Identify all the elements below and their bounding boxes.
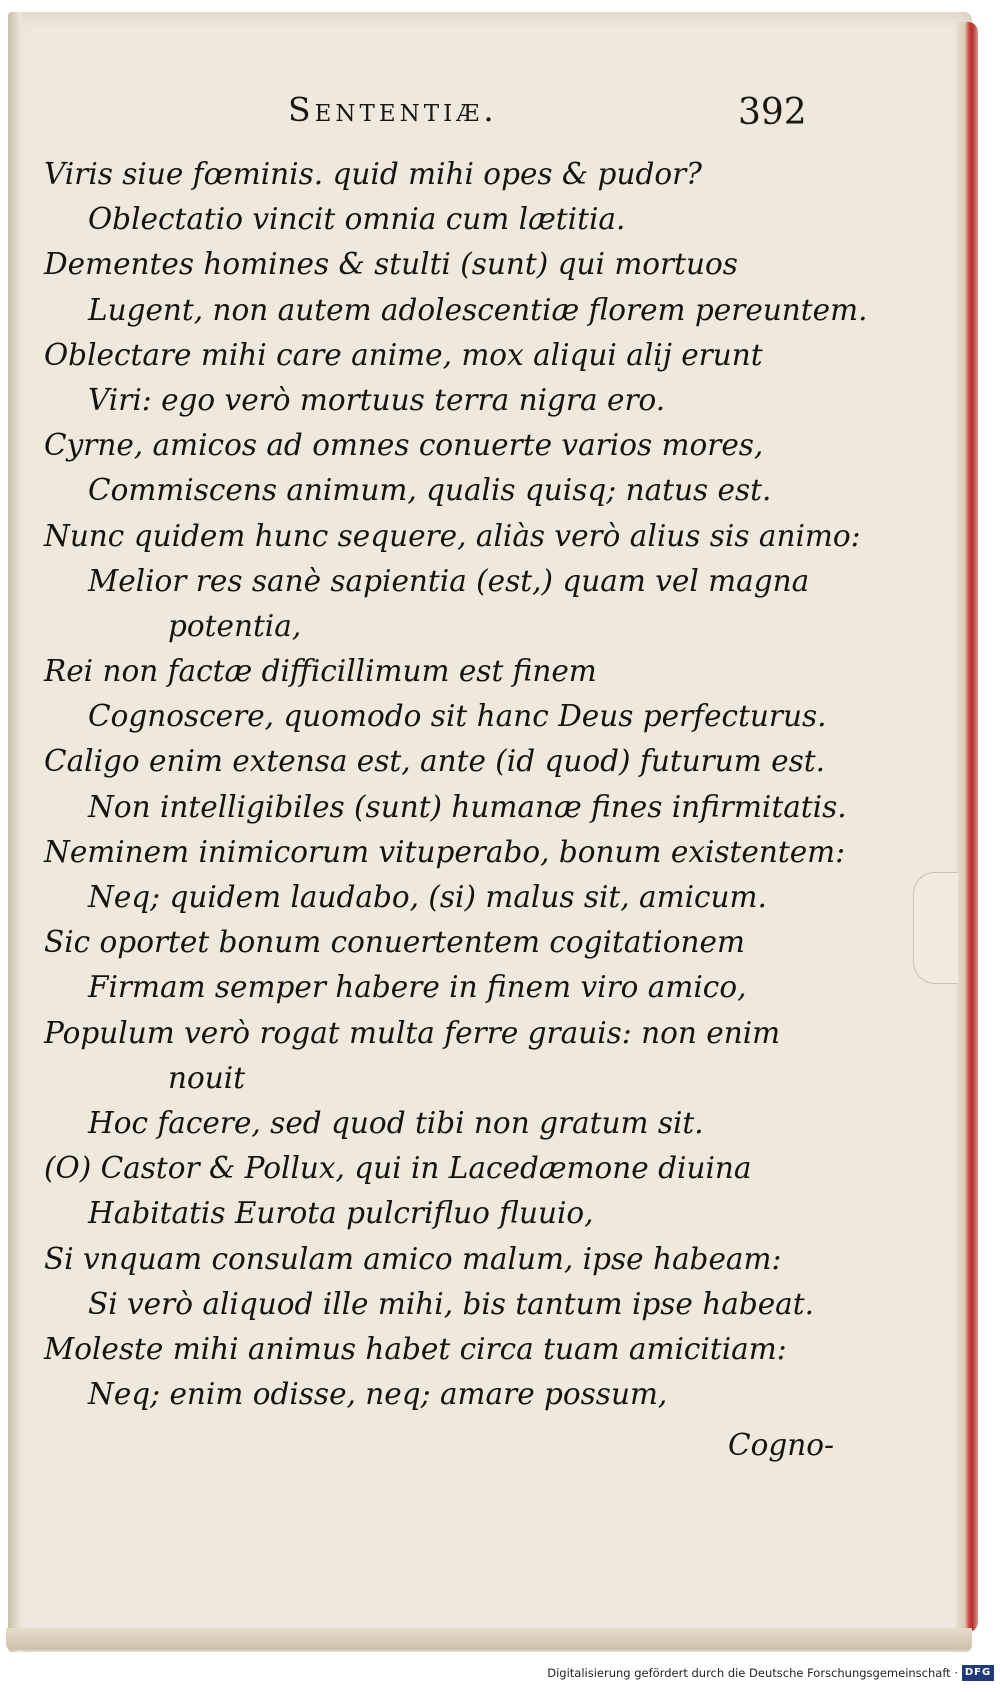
- text-line: potentia,: [168, 608, 302, 643]
- text-line: Neminem inimicorum vituperabo, bonum existentem:: [44, 834, 846, 869]
- page-bottom-edge: [6, 1628, 972, 1650]
- text-line: Habitatis Eurota pulcrifluo fluuio,: [88, 1196, 594, 1231]
- text-line: Neq; quidem laudabo, (si) malus sit, amicum.: [88, 880, 767, 914]
- text-line: Populum verò rogat multa ferre grauis: non enim: [44, 1015, 781, 1050]
- text-line: Caligo enim extensa est, ante (id quod) futurum est.: [44, 744, 825, 779]
- text-line: Sic oportet bonum conuertentem cogitationem: [44, 925, 745, 960]
- dfg-logo-icon: DFG: [962, 1665, 994, 1681]
- text-line: Non intelligibiles (sunt) humanæ fines infirmitatis.: [88, 789, 847, 824]
- page-fore-edge: [956, 22, 978, 1632]
- verse-text: [44, 152, 868, 1468]
- page-header: [8, 90, 972, 140]
- running-head: Sententiæ.: [288, 90, 498, 129]
- text-line: Commiscens animum, qualis quisq; natus est.: [88, 473, 772, 508]
- text-line: Oblectatio vincit omnia cum lætitia.: [88, 202, 626, 237]
- page-number: 392: [738, 92, 807, 133]
- text-line: Viris siue fœminis. quid mihi opes & pudor?: [44, 157, 703, 191]
- text-line: Cognoscere, quomodo sit hanc Deus perfecturus.: [88, 699, 827, 734]
- text-line: Oblectare mihi care anime, mox aliqui alij erunt: [44, 337, 763, 372]
- text-line: nouit: [168, 1060, 246, 1095]
- text-line: Si vnquam consulam amico malum, ipse habeam:: [44, 1241, 782, 1276]
- text-line: Lugent, non autem adolescentiæ florem pereuntem.: [88, 292, 868, 327]
- text-line: Dementes homines & stulti (sunt) qui mortuos: [44, 247, 738, 282]
- book-page: [8, 12, 972, 1652]
- text-line: Viri: ego verò mortuus terra nigra ero.: [88, 382, 666, 417]
- text-line: Rei non factæ difficillimum est finem: [44, 654, 597, 689]
- text-line: Si verò aliquod ille mihi, bis tantum ipse habeat.: [88, 1286, 815, 1321]
- text-line: Melior res sanè sapientia (est,) quam vel magna: [88, 563, 810, 598]
- catchword: Cogno-: [728, 1428, 834, 1463]
- page-gutter-shadow: [8, 12, 22, 1652]
- page-tab: [913, 872, 958, 984]
- text-line: Nunc quidem hunc sequere, aliàs verò alius sis animo:: [44, 518, 861, 553]
- funding-credit: Digitalisierung gefördert durch die Deutsche Forschungsgemeinschaft ·: [547, 1666, 958, 1680]
- text-line: Moleste mihi animus habet circa tuam amicitiam:: [44, 1331, 787, 1366]
- digitization-footer: [0, 1662, 1000, 1686]
- text-line: Neq; enim odisse, neq; amare possum,: [88, 1377, 668, 1412]
- text-line: Firmam semper habere in finem viro amico,: [88, 970, 747, 1005]
- text-line: (O) Castor & Pollux, qui in Lacedæmone diuina: [44, 1151, 752, 1186]
- text-line: Hoc facere, sed quod tibi non gratum sit.: [88, 1105, 704, 1140]
- text-line: Cyrne, amicos ad omnes conuerte varios mores,: [44, 428, 764, 463]
